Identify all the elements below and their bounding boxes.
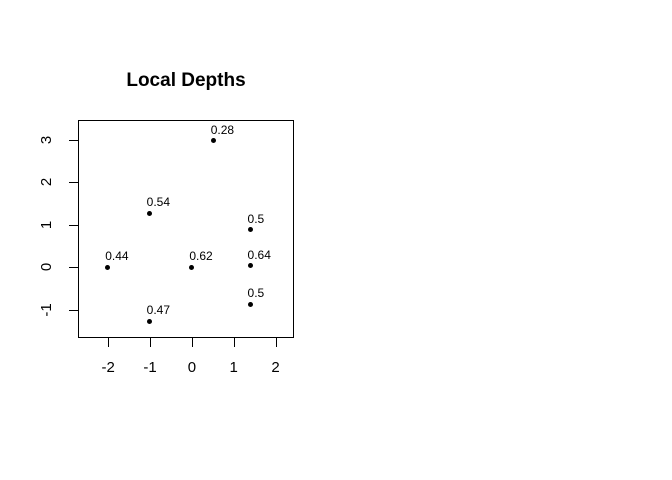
point-label: 0.5: [247, 286, 265, 300]
chart-title: Local Depths: [126, 70, 246, 91]
point-label: 0.64: [247, 247, 271, 262]
data-point: [248, 302, 253, 307]
y-tick-mark: [69, 267, 78, 268]
point-label: 0.44: [105, 249, 129, 264]
x-tick-label: 0: [187, 359, 197, 376]
x-tick-mark: [234, 338, 235, 347]
data-point: [147, 319, 152, 324]
y-tick-label: -1: [38, 303, 55, 317]
y-tick-label: 1: [38, 220, 55, 230]
data-point: [248, 227, 253, 232]
y-tick-mark: [69, 225, 78, 226]
plot-area: [78, 120, 294, 338]
point-label: 0.28: [210, 122, 235, 137]
x-tick-mark: [108, 338, 109, 347]
x-tick-mark: [276, 338, 277, 347]
y-tick-mark: [69, 140, 78, 141]
x-tick-label: 1: [229, 359, 238, 376]
data-point: [147, 211, 152, 216]
y-tick-label: 2: [38, 178, 55, 187]
y-tick-mark: [69, 182, 78, 183]
x-tick-label: -2: [101, 359, 115, 376]
point-label: 0.5: [247, 211, 265, 226]
x-tick-label: -1: [143, 359, 157, 376]
data-point: [248, 263, 253, 268]
y-tick-label: 0: [38, 263, 55, 272]
point-label: 0.54: [146, 195, 171, 210]
point-label: 0.62: [189, 249, 213, 264]
y-tick-mark: [69, 310, 78, 311]
x-tick-mark: [192, 338, 193, 347]
x-tick-label: 2: [271, 359, 280, 376]
x-tick-mark: [150, 338, 151, 347]
point-label: 0.47: [146, 303, 171, 317]
y-tick-label: 3: [38, 135, 55, 145]
